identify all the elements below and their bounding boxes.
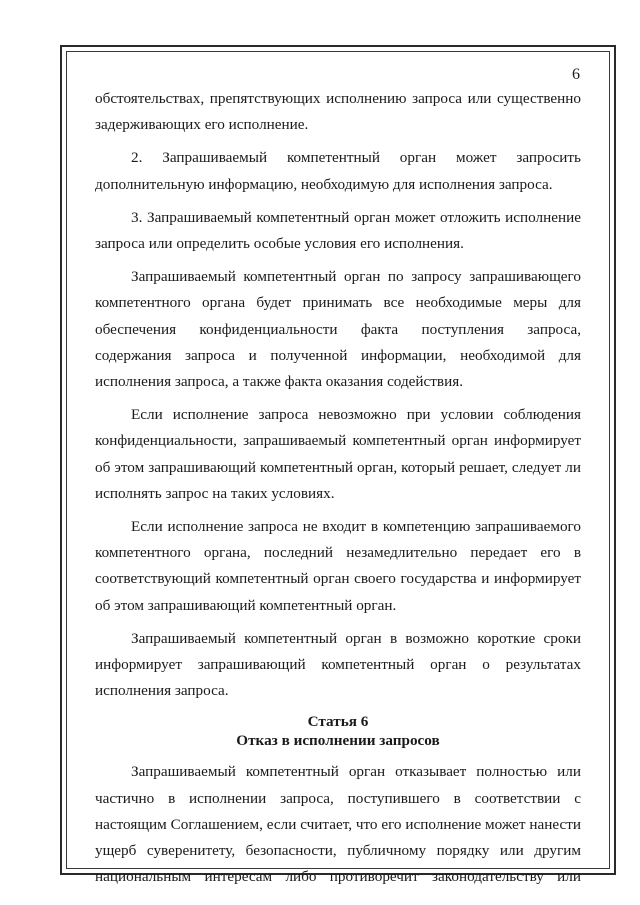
article-title: Отказ в исполнении запросов bbox=[236, 732, 440, 750]
paragraph-results: Запрашиваемый компетентный орган в возможно короткие сроки информирует запрашивающий компетентный орган о результатах исполнения запроса. bbox=[95, 629, 581, 700]
paragraph-continuation: обстоятельствах, препятствующих исполнению запроса или существенно задерживающих его исполнение. bbox=[95, 90, 581, 134]
document-body bbox=[95, 86, 581, 890]
article-heading bbox=[95, 712, 581, 750]
page-number: 6 bbox=[572, 66, 580, 83]
paragraph-refusal: Запрашиваемый компетентный орган отказывает полностью или частично в исполнении запроса, поступившего в соответствии с настоящим Соглашением, если считает, что его исполнение может нанести ущерб суверенитету, безопасности, публичному порядку или другим национальным интересам либо противоречит законодательству или bbox=[95, 763, 581, 886]
paragraph-competence: Если исполнение запроса не входит в компетенцию запрашиваемого компетентного органа, последний незамедлительно передает его в соответствующий компетентный орган своего государства и информирует об этом запрашивающий компетентный орган. bbox=[95, 518, 581, 614]
paragraph-confidentiality-impossible: Если исполнение запроса невозможно при условии соблюдения конфиденциальности, запрашиваемый компетентный орган информирует об этом запрашивающий компетентный орган, который решает, следует ли исполнять запрос на таких условиях. bbox=[95, 406, 581, 502]
paragraph-confidentiality: Запрашиваемый компетентный орган по запросу запрашивающего компетентного органа будет принимать все необходимые меры для обеспечения конфиденциальности факта поступления запроса, содержания запроса и полученной информации, необходимой для исполнения запроса, а также факта оказания содействия. bbox=[95, 268, 581, 391]
paragraph-item-2: 2. Запрашиваемый компетентный орган может запросить дополнительную информацию, необходимую для исполнения запроса. bbox=[95, 149, 581, 193]
paragraph-item-3: 3. Запрашиваемый компетентный орган может отложить исполнение запроса или определить особые условия его исполнения. bbox=[95, 208, 581, 253]
article-number: Статья 6 bbox=[307, 713, 369, 731]
